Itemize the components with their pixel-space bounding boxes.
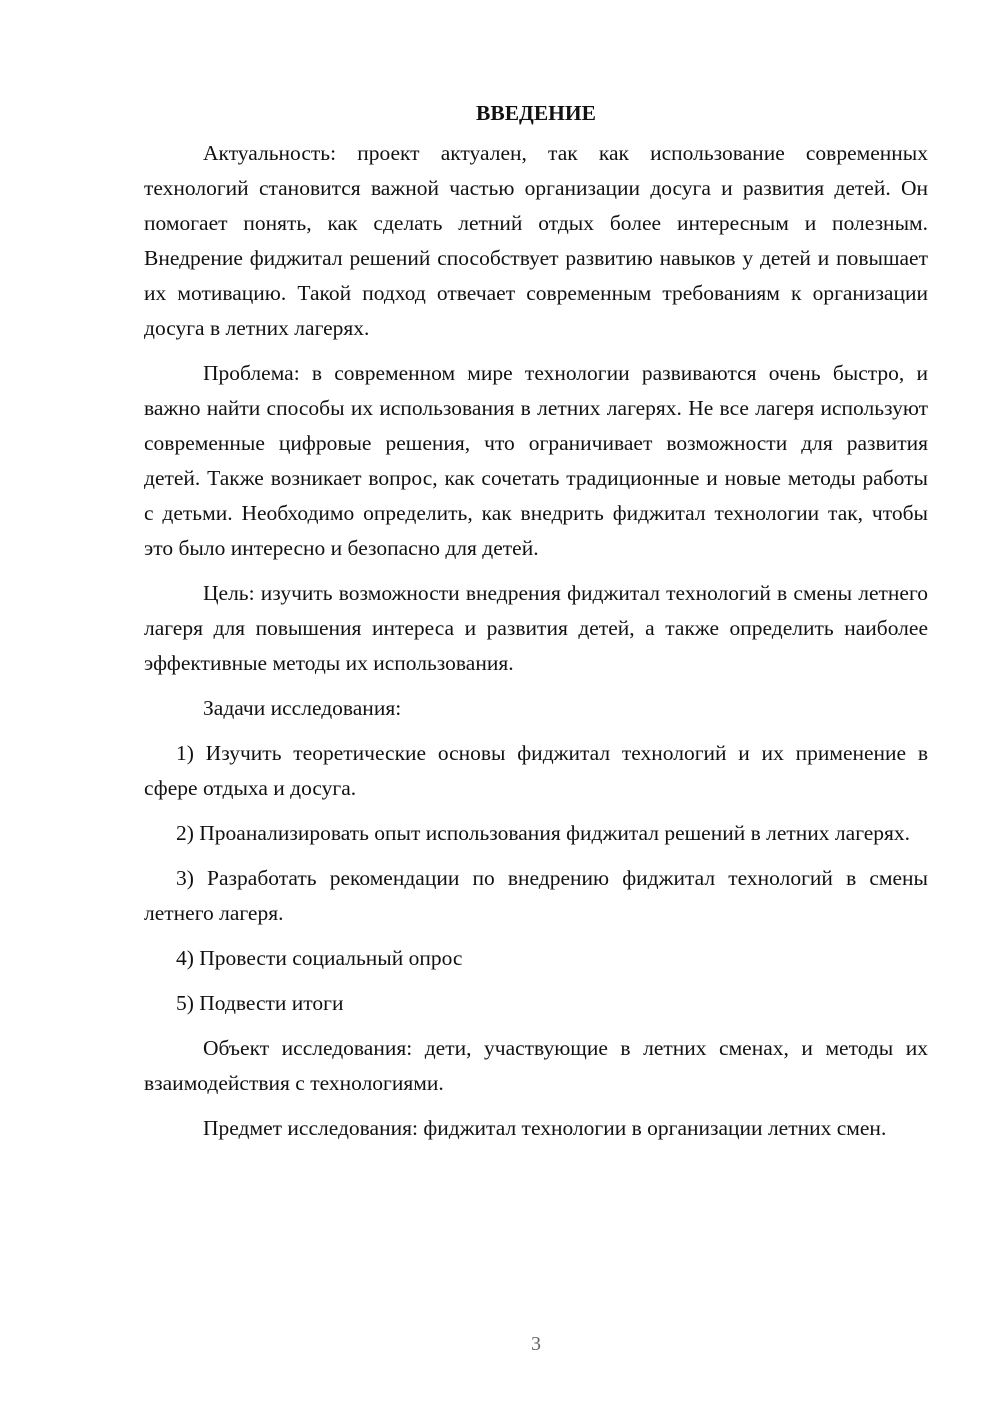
task-item-2: 2) Проанализировать опыт использования фиджитал решений в летних лагерях. bbox=[176, 821, 911, 845]
task-item-4: 4) Провести социальный опрос bbox=[176, 946, 463, 970]
goal-paragraph: Цель: изучить возможности внедрения фиджитал технологий в смены летнего лагеря для повышения интереса и развития детей, а также определить наиболее эффективные методы их использования. bbox=[144, 581, 928, 675]
page-title: ВВЕДЕНИЕ bbox=[476, 101, 596, 125]
research-object-paragraph: Объект исследования: дети, участвующие в летних сменах, и методы их взаимодействия с технологиями. bbox=[144, 1036, 928, 1095]
relevance-paragraph: Актуальность: проект актуален, так как использование современных технологий становится важной частью организации досуга и развития детей. Он помогает понять, как сделать летний отдых более интересным и полезным. Внедрение фиджитал решений способствует развитию навыков у детей и повышает их мотивацию. Такой подход отвечает современным требованиям к организации досуга в летних лагерях. bbox=[144, 141, 928, 340]
page-number: 3 bbox=[531, 1333, 541, 1355]
task-item-5: 5) Подвести итоги bbox=[176, 991, 344, 1015]
problem-paragraph: Проблема: в современном мире технологии развиваются очень быстро, и важно найти способы их использования в летних лагерях. Не все лагеря используют современные цифровые решения, что ограничивает возможности для развития детей. Также возникает вопрос, как сочетать традиционные и новые методы работы с детьми. Необходимо определить, как внедрить фиджитал технологии так, чтобы это было интересно и безопасно для детей. bbox=[144, 361, 928, 560]
task-item-3: 3) Разработать рекомендации по внедрению фиджитал технологий в смены летнего лагеря. bbox=[144, 866, 928, 925]
research-subject-paragraph: Предмет исследования: фиджитал технологии в организации летних смен. bbox=[203, 1116, 887, 1140]
tasks-heading: Задачи исследования: bbox=[203, 696, 402, 720]
task-item-1: 1) Изучить теоретические основы фиджитал технологий и их применение в сфере отдыха и досуга. bbox=[144, 741, 928, 800]
